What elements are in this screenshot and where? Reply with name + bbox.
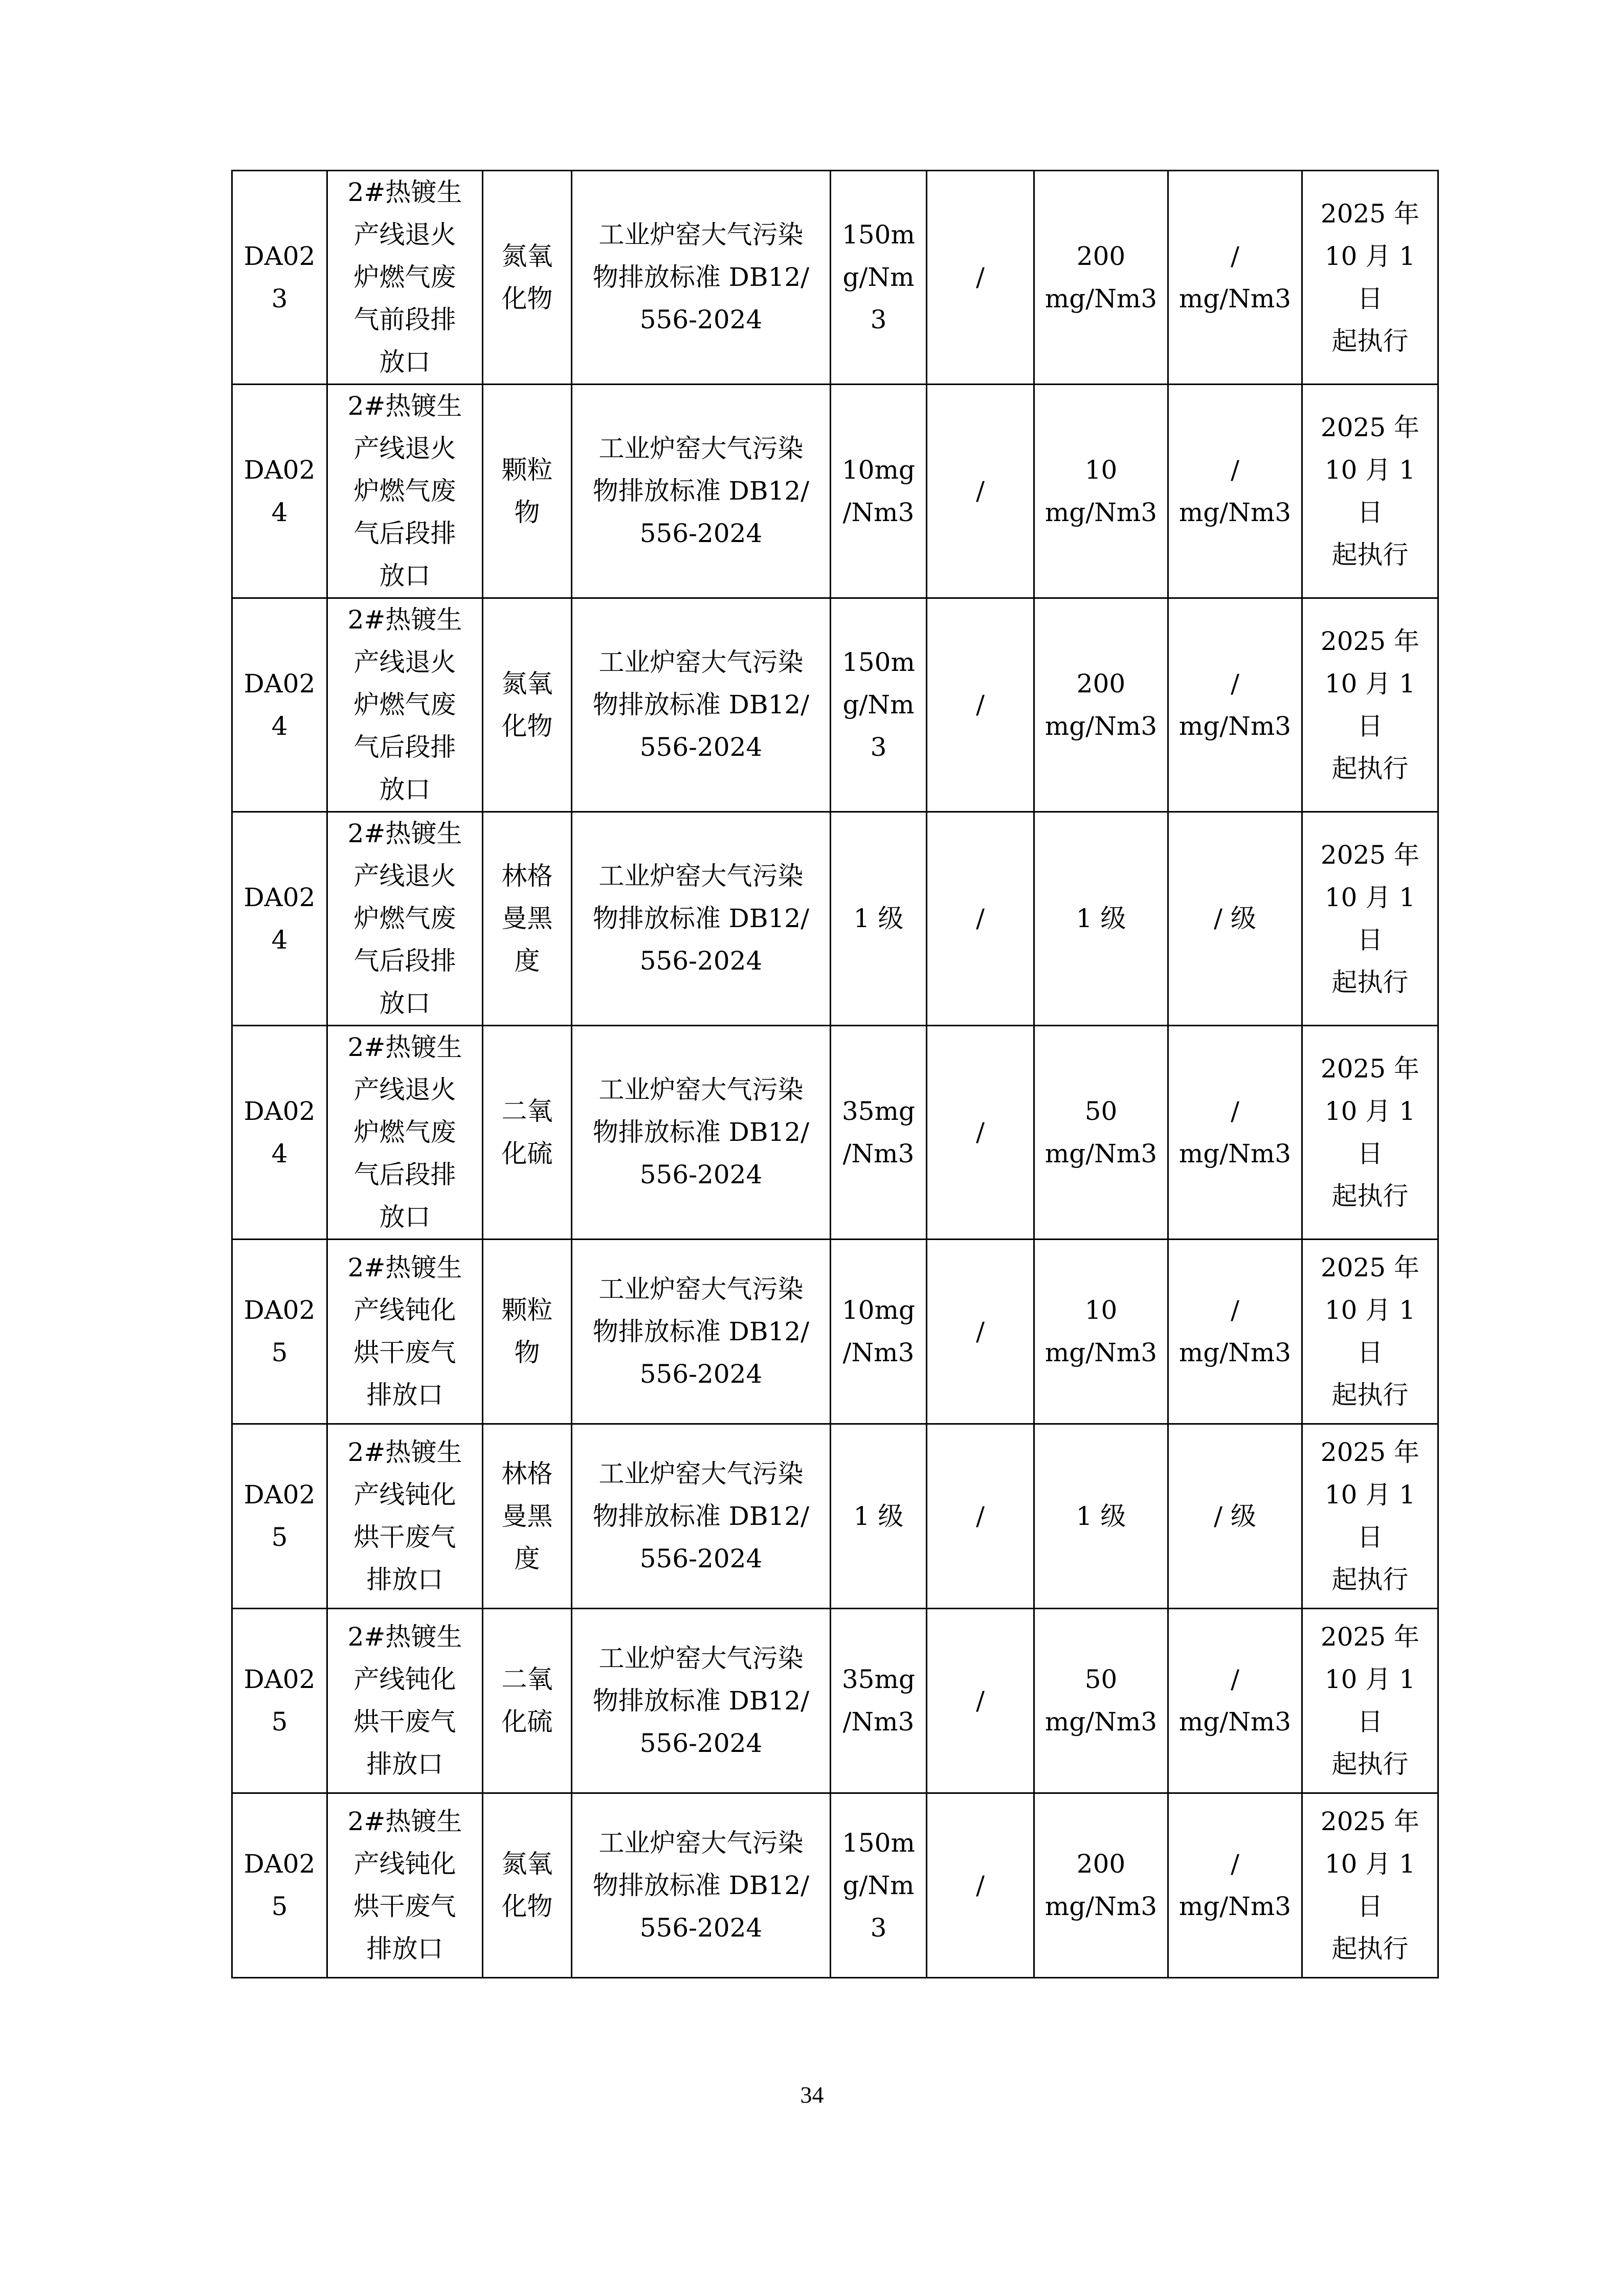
limit-cell: 35mg /Nm3 <box>831 1609 927 1793</box>
standard-cell: 工业炉窑大气污染 物排放标准 DB12/ 556-2024 <box>572 812 831 1026</box>
pollutant-cell: 颗粒 物 <box>483 385 572 598</box>
effective-date-cell: 2025 年 10 月 1 日 起执行 <box>1302 598 1438 812</box>
table-row <box>232 1793 1438 1978</box>
pollutant-cell: 氮氧 化物 <box>483 1793 572 1978</box>
table-row <box>232 1026 1438 1240</box>
value-cell: / <box>927 812 1034 1026</box>
pollutant-cell: 颗粒 物 <box>483 1240 572 1424</box>
effective-date-cell: 2025 年 10 月 1 日 起执行 <box>1302 1026 1438 1240</box>
effective-date-cell: 2025 年 10 月 1 日 起执行 <box>1302 1240 1438 1424</box>
outlet-id-cell: DA02 3 <box>232 171 327 385</box>
table-row <box>232 385 1438 598</box>
value-cell: 1 级 <box>1034 812 1168 1026</box>
effective-date-cell: 2025 年 10 月 1 日 起执行 <box>1302 1424 1438 1609</box>
limit-cell: 1 级 <box>831 1424 927 1609</box>
outlet-name-cell: 2#热镀生 产线钝化 烘干废气 排放口 <box>327 1609 483 1793</box>
value-cell: 200 mg/Nm3 <box>1034 171 1168 385</box>
outlet-id-cell: DA02 5 <box>232 1424 327 1609</box>
pollutant-cell: 氮氧 化物 <box>483 598 572 812</box>
page-number: 34 <box>800 2082 824 2108</box>
limit-cell: 35mg /Nm3 <box>831 1026 927 1240</box>
outlet-id-cell: DA02 4 <box>232 385 327 598</box>
value-cell: 10 mg/Nm3 <box>1034 385 1168 598</box>
standard-cell: 工业炉窑大气污染 物排放标准 DB12/ 556-2024 <box>572 1793 831 1978</box>
outlet-name-cell: 2#热镀生 产线退火 炉燃气废 气后段排 放口 <box>327 385 483 598</box>
value-cell: / mg/Nm3 <box>1168 1609 1302 1793</box>
outlet-name-cell: 2#热镀生 产线退火 炉燃气废 气后段排 放口 <box>327 1026 483 1240</box>
value-cell: / <box>927 1609 1034 1793</box>
value-cell: / <box>927 1424 1034 1609</box>
table-row <box>232 812 1438 1026</box>
pollutant-cell: 二氧 化硫 <box>483 1609 572 1793</box>
value-cell: / 级 <box>1168 812 1302 1026</box>
outlet-name-cell: 2#热镀生 产线退火 炉燃气废 气前段排 放口 <box>327 171 483 385</box>
value-cell: 1 级 <box>1034 1424 1168 1609</box>
table-row <box>232 1240 1438 1424</box>
pollutant-cell: 氮氧 化物 <box>483 171 572 385</box>
outlet-name-cell: 2#热镀生 产线钝化 烘干废气 排放口 <box>327 1424 483 1609</box>
limit-cell: 150m g/Nm 3 <box>831 171 927 385</box>
effective-date-cell: 2025 年 10 月 1 日 起执行 <box>1302 171 1438 385</box>
pollutant-cell: 林格 曼黑 度 <box>483 1424 572 1609</box>
standard-cell: 工业炉窑大气污染 物排放标准 DB12/ 556-2024 <box>572 385 831 598</box>
standard-cell: 工业炉窑大气污染 物排放标准 DB12/ 556-2024 <box>572 1026 831 1240</box>
effective-date-cell: 2025 年 10 月 1 日 起执行 <box>1302 812 1438 1026</box>
value-cell: 200 mg/Nm3 <box>1034 1793 1168 1978</box>
limit-cell: 1 级 <box>831 812 927 1026</box>
outlet-id-cell: DA02 4 <box>232 812 327 1026</box>
effective-date-cell: 2025 年 10 月 1 日 起执行 <box>1302 385 1438 598</box>
outlet-id-cell: DA02 5 <box>232 1793 327 1978</box>
value-cell: 50 mg/Nm3 <box>1034 1609 1168 1793</box>
table-row <box>232 1424 1438 1609</box>
limit-cell: 150m g/Nm 3 <box>831 598 927 812</box>
emission-standards-table <box>231 170 1439 1978</box>
outlet-name-cell: 2#热镀生 产线钝化 烘干废气 排放口 <box>327 1240 483 1424</box>
value-cell: 50 mg/Nm3 <box>1034 1026 1168 1240</box>
value-cell: / mg/Nm3 <box>1168 1240 1302 1424</box>
pollutant-cell: 二氧 化硫 <box>483 1026 572 1240</box>
table-row <box>232 171 1438 385</box>
standard-cell: 工业炉窑大气污染 物排放标准 DB12/ 556-2024 <box>572 1424 831 1609</box>
standard-cell: 工业炉窑大气污染 物排放标准 DB12/ 556-2024 <box>572 1609 831 1793</box>
outlet-id-cell: DA02 4 <box>232 1026 327 1240</box>
outlet-name-cell: 2#热镀生 产线钝化 烘干废气 排放口 <box>327 1793 483 1978</box>
outlet-id-cell: DA02 5 <box>232 1609 327 1793</box>
effective-date-cell: 2025 年 10 月 1 日 起执行 <box>1302 1793 1438 1978</box>
value-cell: 200 mg/Nm3 <box>1034 598 1168 812</box>
outlet-id-cell: DA02 4 <box>232 598 327 812</box>
value-cell: / <box>927 1240 1034 1424</box>
value-cell: / mg/Nm3 <box>1168 1026 1302 1240</box>
standard-cell: 工业炉窑大气污染 物排放标准 DB12/ 556-2024 <box>572 171 831 385</box>
outlet-name-cell: 2#热镀生 产线退火 炉燃气废 气后段排 放口 <box>327 598 483 812</box>
standard-cell: 工业炉窑大气污染 物排放标准 DB12/ 556-2024 <box>572 1240 831 1424</box>
table-row <box>232 598 1438 812</box>
outlet-name-cell: 2#热镀生 产线退火 炉燃气废 气后段排 放口 <box>327 812 483 1026</box>
pollutant-cell: 林格 曼黑 度 <box>483 812 572 1026</box>
value-cell: / <box>927 1026 1034 1240</box>
value-cell: / mg/Nm3 <box>1168 1793 1302 1978</box>
outlet-id-cell: DA02 5 <box>232 1240 327 1424</box>
value-cell: / mg/Nm3 <box>1168 598 1302 812</box>
limit-cell: 10mg /Nm3 <box>831 1240 927 1424</box>
limit-cell: 150m g/Nm 3 <box>831 1793 927 1978</box>
value-cell: 10 mg/Nm3 <box>1034 1240 1168 1424</box>
standard-cell: 工业炉窑大气污染 物排放标准 DB12/ 556-2024 <box>572 598 831 812</box>
value-cell: / <box>927 171 1034 385</box>
value-cell: / <box>927 385 1034 598</box>
table-row <box>232 1609 1438 1793</box>
limit-cell: 10mg /Nm3 <box>831 385 927 598</box>
value-cell: / mg/Nm3 <box>1168 385 1302 598</box>
value-cell: / mg/Nm3 <box>1168 171 1302 385</box>
value-cell: / <box>927 598 1034 812</box>
value-cell: / <box>927 1793 1034 1978</box>
value-cell: / 级 <box>1168 1424 1302 1609</box>
effective-date-cell: 2025 年 10 月 1 日 起执行 <box>1302 1609 1438 1793</box>
